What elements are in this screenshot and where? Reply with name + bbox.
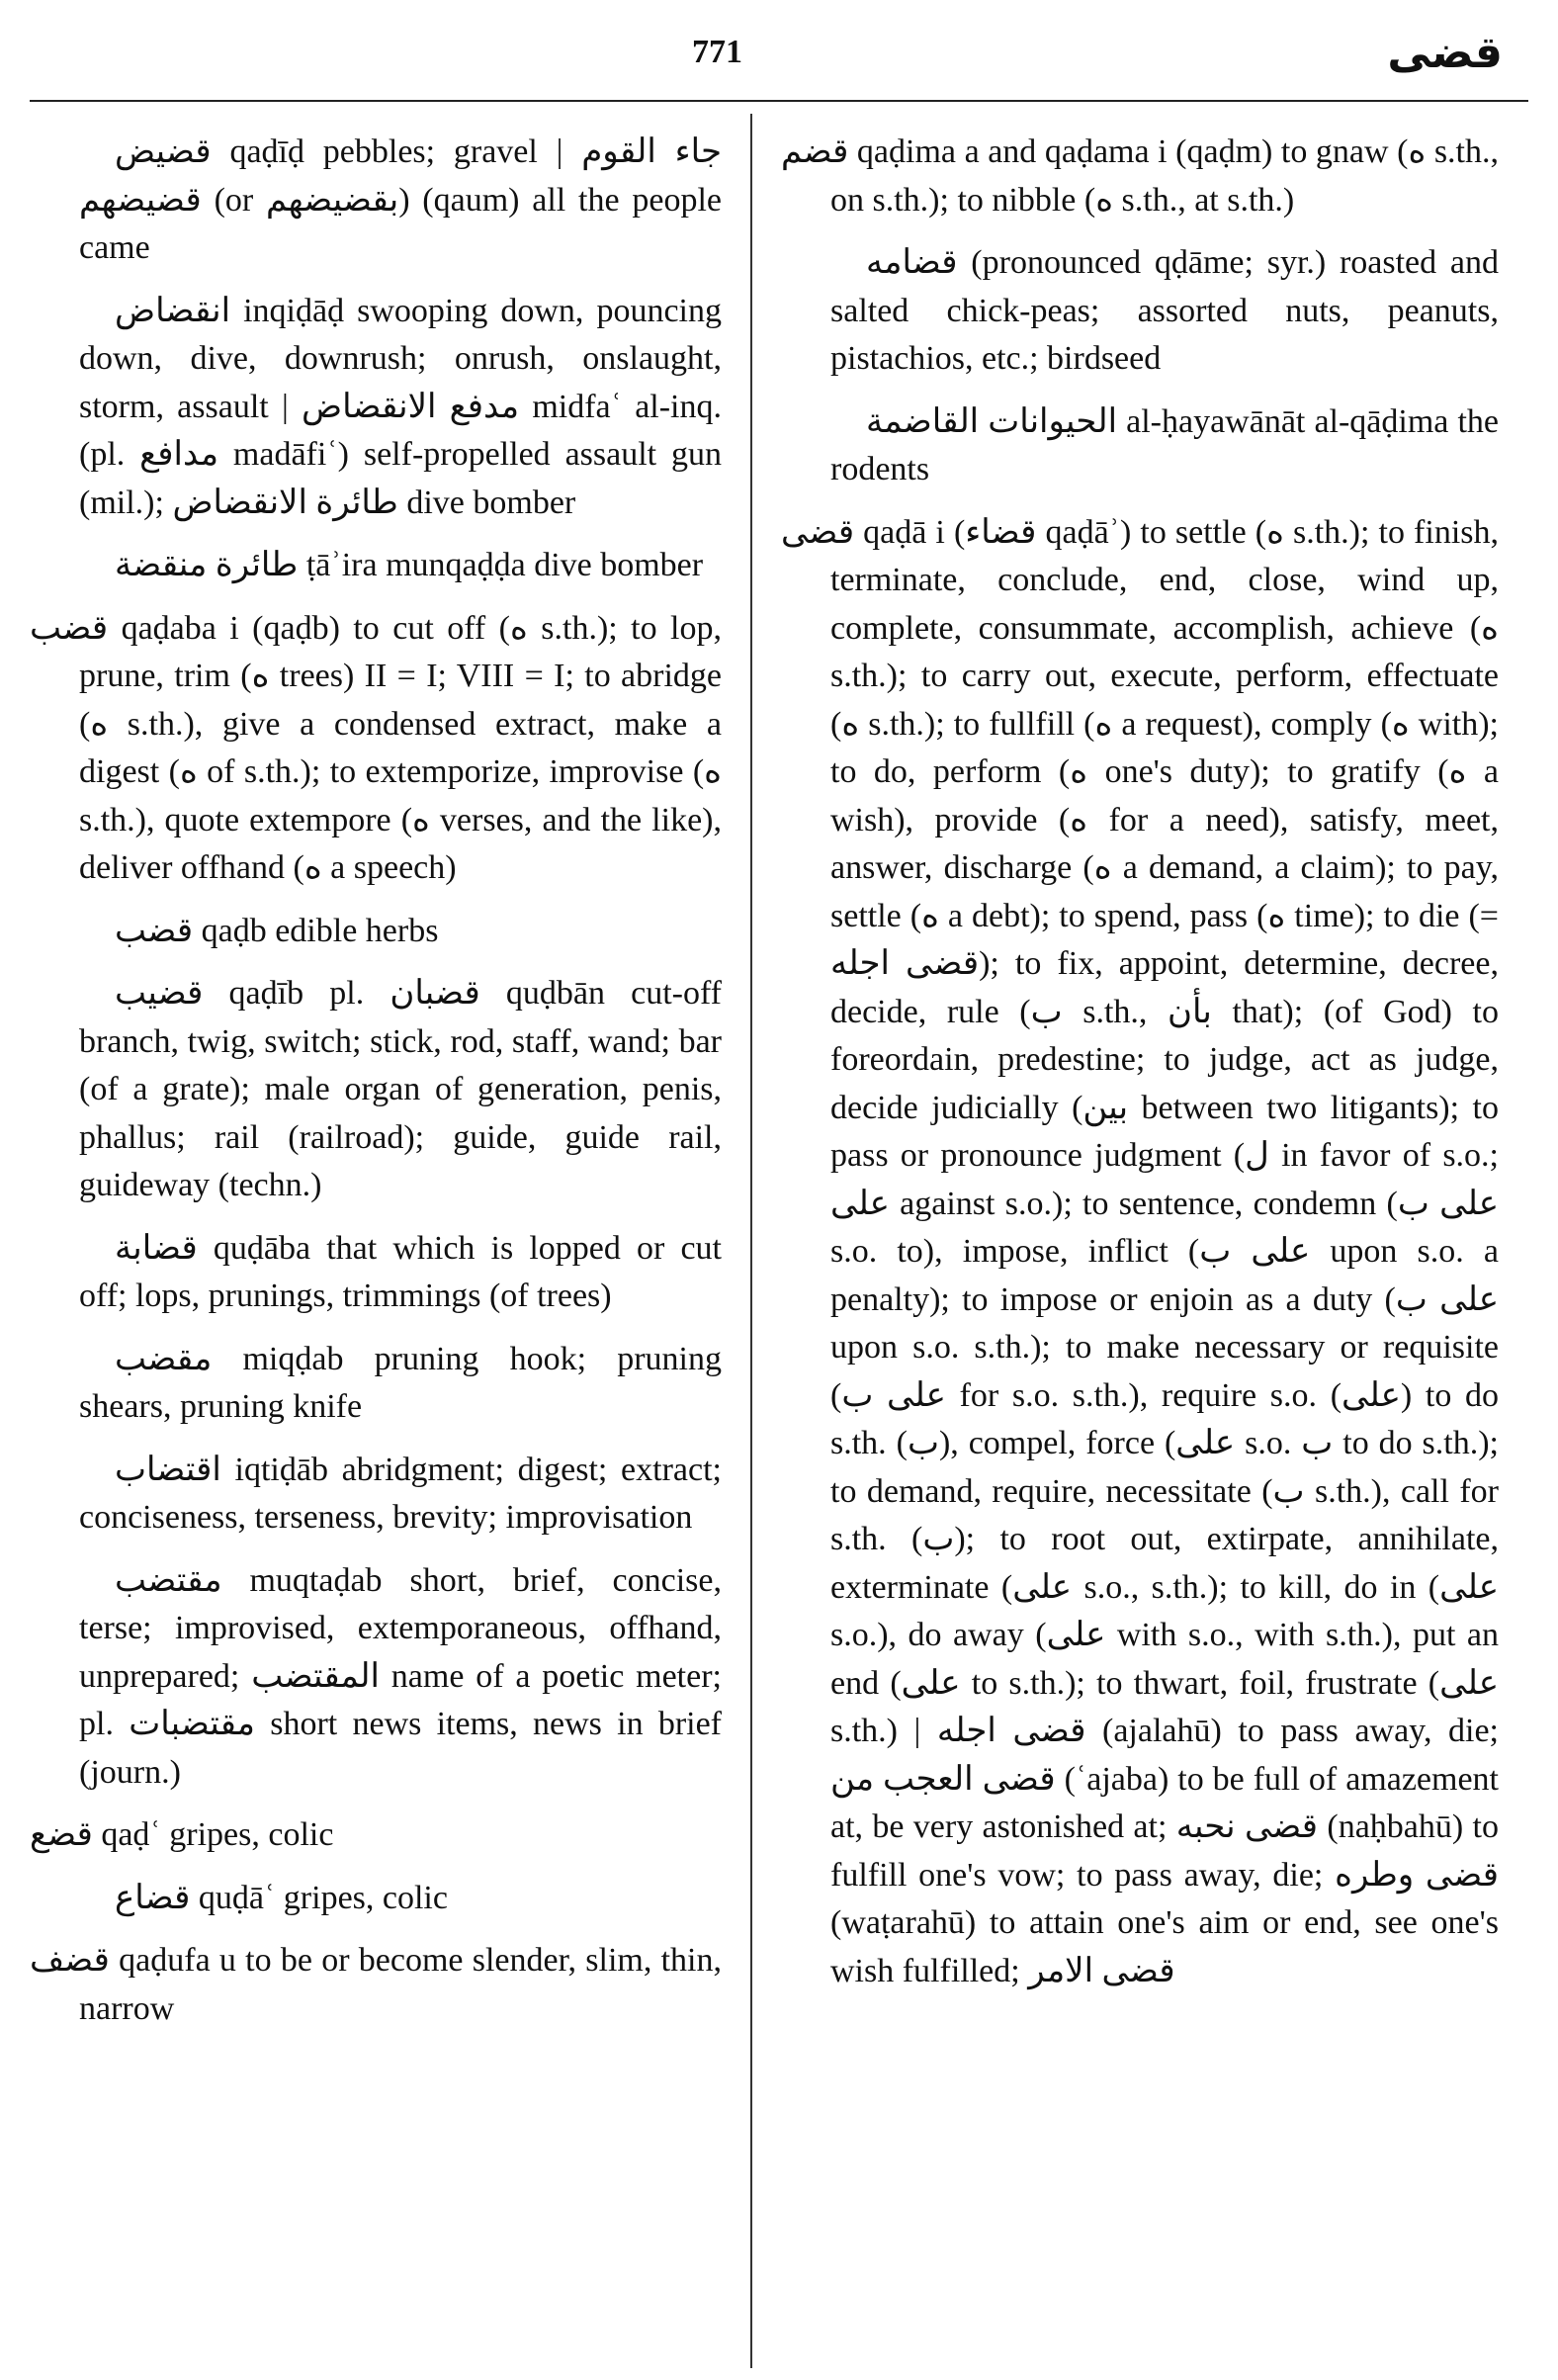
- entry-text: قضيب qaḍīb pl. قضبان quḍbān cut-off branch, twig, switch; stick, rod, staff, wand; bar (of a grate); male organ of generation, penis, phallus; rail (railroad); guide, guide rail, guideway (techn.): [79, 975, 723, 1203]
- entry-text: انقضاض inqiḍāḍ swooping down, pouncing down, dive, downrush; onrush, onslaught, storm, assault | مدفع الانقضاض midfaʿ al-inq. (pl. مدافع madāfiʿ) self-propelled assault gun (mil.); طائرة الانقضاض dive bomber: [79, 292, 722, 521]
- entry-text: الحيوانات القاضمة al-ḥayawānāt al-qāḍima the rodents: [830, 402, 1499, 487]
- entry-text: مقتضب muqtaḍab short, brief, concise, terse; improvised, extemporaneous, offhand, unprepared; المقتضب name of a poetic meter; pl. مقتضبات short news items, news in brief (journ.): [79, 1561, 723, 1791]
- dictionary-entry: [30, 1875, 722, 1923]
- root-entry: [30, 1937, 722, 2033]
- entry-text: قضف qaḍufa u to be or become slender, slim, thin, narrow: [30, 1942, 722, 2027]
- left-column: [30, 129, 722, 2048]
- header-rule: [30, 100, 1528, 102]
- root-entry: [30, 605, 722, 893]
- page-header: [0, 0, 1558, 109]
- root-heading: قضى: [1387, 28, 1503, 78]
- dictionary-entry: [30, 908, 722, 956]
- root-entry: [781, 509, 1499, 1996]
- entry-text: مقضب miqḍab pruning hook; pruning shears, pruning knife: [79, 1340, 722, 1425]
- entry-text: طائرة منقضة ṭāʾira munqaḍḍa dive bomber: [115, 547, 704, 583]
- entry-text: قضب qaḍaba i (qaḍb) to cut off (ه s.th.); to lop, prune, trim (ه trees) II = I; VIII = I; to abridge (ه s.th.), give a condensed extract, make a digest (ه of s.th.); to extemporize, improvise (ه s.th.), quote extempore (ه verses, and the like), deliver offhand (ه a speech): [30, 609, 722, 886]
- entry-text: قضع qaḍʿ gripes, colic: [30, 1816, 334, 1853]
- dictionary-entry: [30, 1447, 722, 1543]
- entry-text: قضابة quḍāba that which is lopped or cut off; lops, prunings, trimmings (of trees): [79, 1229, 722, 1314]
- dictionary-entry: [30, 970, 722, 1210]
- entry-text: قضامه (pronounced qḍāme; syr.) roasted and salted chick-peas; assorted nuts, peanuts, pistachios, etc.; birdseed: [830, 244, 1499, 377]
- dictionary-entry: [781, 398, 1499, 494]
- entry-text: قضيض qaḍīḍ pebbles; gravel | جاء القوم قضيضهم (or بقضيضهم) (qaum) all the people came: [79, 133, 722, 266]
- dictionary-entry: [30, 1557, 722, 1798]
- entry-text: قضى qaḍā i (قضاء qaḍāʾ) to settle (ه s.th.); to finish, terminate, conclude, end, close, wind up, complete, consummate, accomplish, achieve (ه s.th.); to carry out, execute, perform, effectuate (ه s.th.); to fullfill (ه a request), comply (ه with); to do, perform (ه one's duty); to gratify (ه a wish), provide (ه for a need), satisfy, meet, answer, discharge (ه a demand, a claim); to pay, settle (ه a debt); to spend, pass (ه time); to die (= قضى اجله); to fix, appoint, determine, decree, decide, rule (ب s.th., بأن that); (of God) to foreordain, predestine; to judge, act as judge, decide judicially (بين between two litigants); to pass or pronounce judgment (ل in favor of s.o.; على against s.o.); to sentence, condemn (على ب s.o. to), impose, inflict (على ب upon s.o. a penalty); to impose or enjoin as a duty (على ب upon s.o. s.th.); to make necessary or requisite (على ب for s.o. s.th.), require s.o. (على) to do s.th. (ب), compel, force (على s.o. ب to do s.th.); to demand, require, necessitate (ب s.th.), call for s.th. (ب); to root out, extirpate, annihilate, exterminate (على s.o., s.th.); to kill, do in (على s.o.), do away (على with s.o., with s.th.), put an end (على to s.th.); to thwart, foil, frustrate (على s.th.) | قضى اجله (ajalahū) to pass away, die; قضى العجب من (ʿajaba) to be full of amazement at, be very astonished at; قضى نحبه (naḥbahū) to fulfill one's vow; to pass away, die; قضى وطره (waṭarahū) to attain one's aim or end, see one's wish fulfilled; قضى الامر: [781, 513, 1500, 1989]
- dictionary-entry: [30, 542, 722, 590]
- root-entry: [781, 129, 1499, 224]
- page-number: 771: [692, 34, 742, 70]
- dictionary-entry: [30, 129, 722, 273]
- right-column: [781, 129, 1499, 2010]
- entry-text: اقتضاب iqtiḍāb abridgment; digest; extract; conciseness, terseness, brevity; improvisation: [79, 1451, 722, 1536]
- dictionary-entry: [30, 1225, 722, 1321]
- entry-text: قضاع quḍāʿ gripes, colic: [115, 1879, 448, 1916]
- dictionary-entry: [30, 288, 722, 528]
- entry-text: قضم qaḍima a and qaḍama i (qaḍm) to gnaw (ه s.th., on s.th.); to nibble (ه s.th., at s.th.): [781, 133, 1500, 219]
- dictionary-entry: [781, 239, 1499, 384]
- root-entry: [30, 1811, 722, 1860]
- dictionary-entry: [30, 1336, 722, 1432]
- entry-text: قضب qaḍb edible herbs: [115, 912, 439, 949]
- column-divider: [750, 114, 752, 2368]
